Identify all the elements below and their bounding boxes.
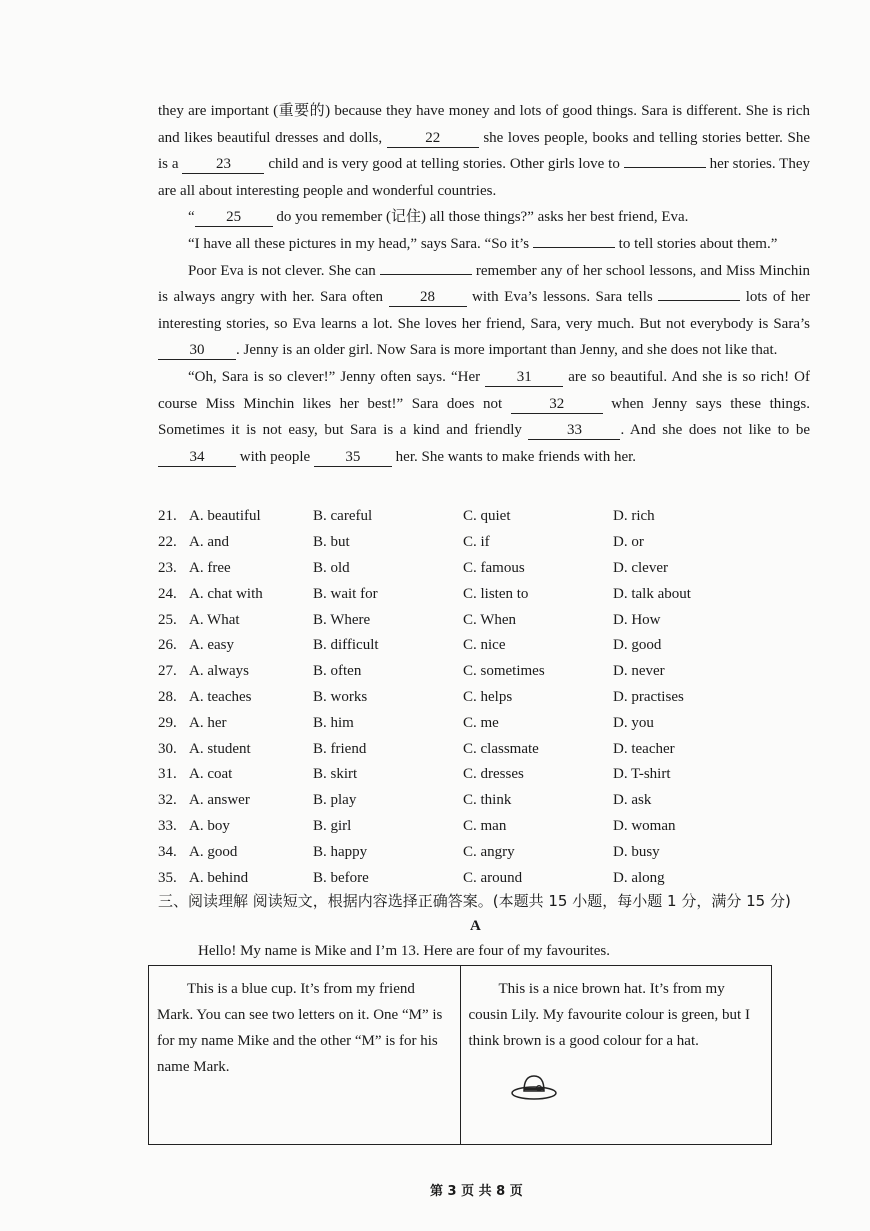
question-30: 30. A. student B. friend C. classmate D. teacher	[158, 736, 808, 762]
hat-description: This is a nice brown hat. It’s from my cousin Lily. My favourite colour is green, but I think brown is a good colour for a hat.	[468, 981, 750, 1049]
blank-23[interactable]: 23	[182, 155, 264, 174]
option-b[interactable]: B. but	[313, 534, 350, 551]
option-d[interactable]: D. never	[613, 663, 665, 680]
option-b[interactable]: B. girl	[313, 817, 352, 834]
blank-24[interactable]	[624, 167, 706, 168]
question-35: 35. A. behind B. before C. around D. along	[158, 865, 808, 891]
option-b[interactable]: B. skirt	[313, 766, 358, 783]
option-c[interactable]: C. sometimes	[463, 663, 545, 680]
blank-30[interactable]: 30	[158, 341, 236, 360]
section-heading: 三、阅读理解 阅读短文，根据内容选择正确答案。(本题共 15 小题，每小题 1 分，满分 15 分)	[158, 892, 791, 910]
option-a[interactable]: A. teaches	[189, 688, 252, 705]
option-d[interactable]: D. talk about	[613, 585, 691, 602]
option-c[interactable]: C. if	[463, 534, 490, 551]
option-b[interactable]: B. before	[313, 869, 369, 886]
question-32: 32. A. answer B. play C. think D. ask	[158, 788, 808, 814]
option-a[interactable]: A. beautiful	[189, 508, 261, 525]
option-a[interactable]: A. free	[189, 559, 231, 576]
option-d[interactable]: D. woman	[613, 817, 676, 834]
blank-31[interactable]: 31	[485, 368, 563, 387]
option-b[interactable]: B. old	[313, 559, 350, 576]
cloze-passage	[158, 98, 810, 470]
option-c[interactable]: C. quiet	[463, 508, 511, 525]
option-d[interactable]: D. good	[613, 637, 662, 654]
question-24: 24. A. chat with B. wait for C. listen to D. talk about	[158, 581, 808, 607]
question-34: 34. A. good B. happy C. angry D. busy	[158, 839, 808, 865]
question-33: 33. A. boy B. girl C. man D. woman	[158, 814, 808, 840]
blank-33[interactable]: 33	[528, 421, 620, 440]
option-b[interactable]: B. wait for	[313, 585, 378, 602]
option-d[interactable]: D. T-shirt	[613, 766, 671, 783]
option-c[interactable]: C. me	[463, 714, 499, 731]
option-a[interactable]: A. always	[189, 663, 249, 680]
answer-options	[158, 504, 808, 891]
option-d[interactable]: D. along	[613, 869, 665, 886]
question-22: 22. A. and B. but C. if D. or	[158, 530, 808, 556]
option-a[interactable]: A. good	[189, 843, 238, 860]
option-b[interactable]: B. difficult	[313, 637, 379, 654]
option-b[interactable]: B. Where	[313, 611, 371, 628]
option-a[interactable]: A. chat with	[189, 585, 263, 602]
option-c[interactable]: C. around	[463, 869, 523, 886]
part-label: A	[470, 918, 481, 934]
option-a[interactable]: A. and	[189, 534, 229, 551]
option-a[interactable]: A. behind	[189, 869, 249, 886]
option-a[interactable]: A. boy	[189, 817, 230, 834]
option-b[interactable]: B. careful	[313, 508, 373, 525]
question-28: 28. A. teaches B. works C. helps D. practises	[158, 685, 808, 711]
option-d[interactable]: D. teacher	[613, 740, 675, 757]
option-b[interactable]: B. play	[313, 792, 357, 809]
paragraph-3: “I have all these pictures in my head,” says Sara. “So it’s to tell stories about them.”	[188, 235, 778, 252]
option-d[interactable]: D. or	[613, 534, 644, 551]
blank-34[interactable]: 34	[158, 448, 236, 467]
option-b[interactable]: B. often	[313, 663, 362, 680]
favourites-table	[148, 965, 772, 1145]
option-d[interactable]: D. practises	[613, 688, 684, 705]
blank-25[interactable]: 25	[195, 208, 273, 227]
blank-32[interactable]: 32	[511, 395, 603, 414]
question-23: 23. A. free B. old C. famous D. clever	[158, 556, 808, 582]
option-a[interactable]: A. easy	[189, 637, 234, 654]
hat-icon	[509, 1071, 559, 1105]
option-c[interactable]: C. famous	[463, 559, 525, 576]
option-c[interactable]: C. man	[463, 817, 507, 834]
paragraph-5: “Oh, Sara is so clever!” Jenny often says. “Her 31 are so beautiful. And she is so rich! Of course Miss Minchin likes her best!” Sara does not 32 when Jenny says these things. Sometimes it is not easy, but Sara is a kind and friendly 33 . And she does not like to be 34 with people 35 her. She wants to make friends with her.	[158, 368, 810, 465]
page-footer: 第 3 页 共 8 页	[430, 1184, 523, 1199]
option-d[interactable]: D. ask	[613, 792, 652, 809]
option-b[interactable]: B. happy	[313, 843, 368, 860]
paragraph-4: Poor Eva is not clever. She can remember any of her school lessons, and Miss Minchin is always angry with her. Sara often 28 with Eva’s lessons. Sara tells lots of her interesting stories, so Eva learns a lot. She loves her friend, Sara, very much. But not everybody is Sara’s 30 . Jenny is an older girl. Now Sara is more important than Jenny, and she does not like that.	[158, 262, 811, 359]
option-d[interactable]: D. busy	[613, 843, 660, 860]
option-b[interactable]: B. him	[313, 714, 354, 731]
question-29: 29. A. her B. him C. me D. you	[158, 710, 808, 736]
question-31: 31. A. coat B. skirt C. dresses D. T-shirt	[158, 762, 808, 788]
option-d[interactable]: D. rich	[613, 508, 655, 525]
option-a[interactable]: A. her	[189, 714, 227, 731]
option-b[interactable]: B. works	[313, 688, 368, 705]
option-c[interactable]: C. listen to	[463, 585, 529, 602]
cup-description: This is a blue cup. It’s from my friend Mark. You can see two letters on it. One “M” is for my name Mike and the other “M” is for his name Mark.	[157, 981, 443, 1075]
option-c[interactable]: C. dresses	[463, 766, 524, 783]
option-c[interactable]: C. think	[463, 792, 512, 809]
blank-29[interactable]	[658, 300, 740, 301]
option-c[interactable]: C. When	[463, 611, 517, 628]
blank-27[interactable]	[380, 274, 472, 275]
question-27: 27. A. always B. often C. sometimes D. never	[158, 659, 808, 685]
option-b[interactable]: B. friend	[313, 740, 367, 757]
question-25: 25. A. What B. Where C. When D. How	[158, 607, 808, 633]
blank-26[interactable]	[533, 247, 615, 248]
question-26: 26. A. easy B. difficult C. nice D. good	[158, 633, 808, 659]
paragraph-1: they are important (重要的) because they have money and lots of good things. Sara is different. She is rich and likes beautiful dresses and dolls, 22 she loves people, books and telling stories better. She is a 23 child and is very good at telling stories. Other girls love to her stories. They are all about interesting people and wonderful countries.	[158, 103, 811, 199]
option-a[interactable]: A. What	[189, 611, 240, 628]
option-a[interactable]: A. answer	[189, 792, 250, 809]
favourite-cup-cell	[149, 966, 460, 1144]
reading-intro: Hello! My name is Mike and I’m 13. Here are four of my favourites.	[198, 943, 610, 959]
option-c[interactable]: C. classmate	[463, 740, 539, 757]
question-21: 21. A. beautiful B. careful C. quiet D. rich	[158, 504, 808, 530]
option-a[interactable]: A. student	[189, 740, 251, 757]
blank-35[interactable]: 35	[314, 448, 392, 467]
blank-28[interactable]: 28	[389, 288, 467, 307]
paragraph-2: “ 25 do you remember (记住) all those things?” asks her best friend, Eva.	[188, 209, 689, 226]
option-d[interactable]: D. clever	[613, 559, 668, 576]
option-a[interactable]: A. coat	[189, 766, 233, 783]
option-d[interactable]: D. How	[613, 611, 661, 628]
option-c[interactable]: C. helps	[463, 688, 513, 705]
blank-22[interactable]: 22	[387, 129, 479, 148]
option-c[interactable]: C. angry	[463, 843, 515, 860]
favourite-hat-cell	[460, 966, 772, 1144]
option-d[interactable]: D. you	[613, 714, 654, 731]
option-c[interactable]: C. nice	[463, 637, 506, 654]
